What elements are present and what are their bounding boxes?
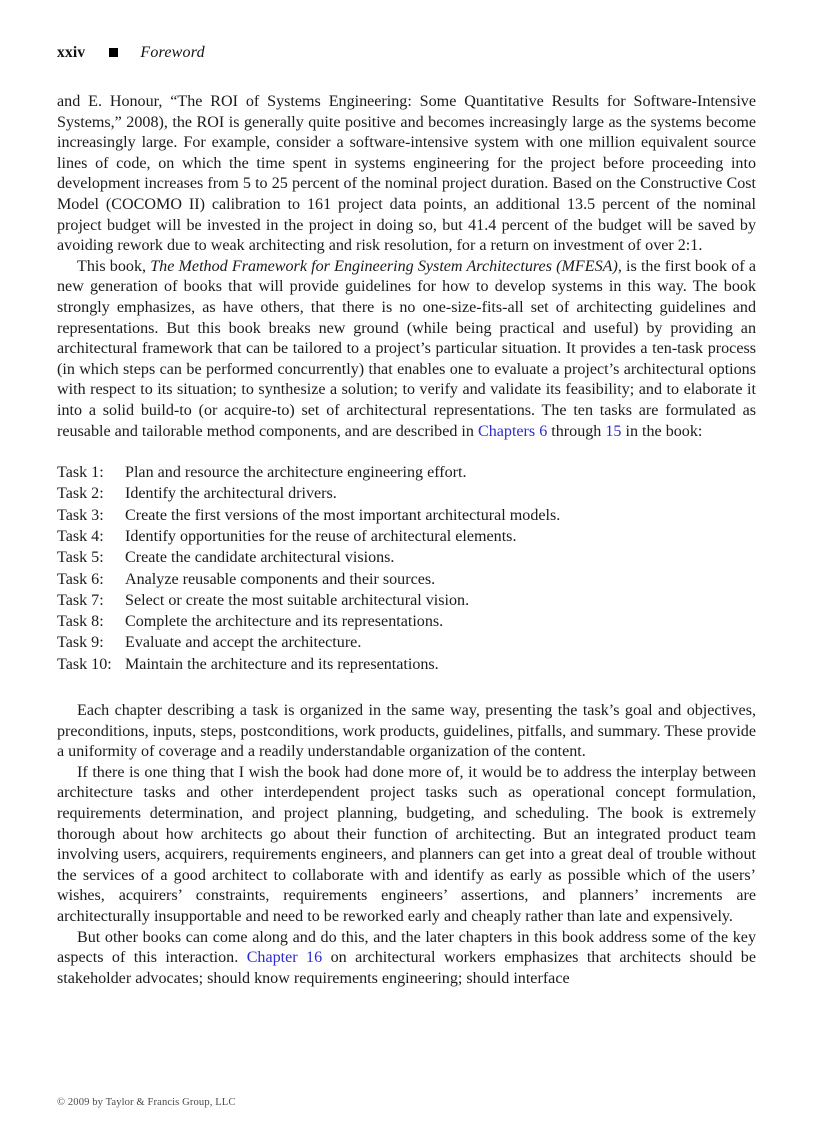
book-title-italic: The Method Framework for Engineering System Architectures (MFESA) (150, 257, 618, 275)
list-item (57, 611, 756, 632)
link-chapter-16[interactable]: Chapter 16 (246, 949, 323, 967)
list-item (57, 654, 756, 675)
task-label: Task 4: (57, 527, 104, 545)
task-label: Task 8: (57, 613, 104, 631)
list-item (57, 590, 756, 611)
paragraph-2 (57, 257, 756, 442)
running-head-title: Foreword (140, 44, 205, 61)
paragraph-3-text: Each chapter describing a task is organized in the same way, presenting the task’s goal and objectives, preconditions, inputs, steps, postconditions, work products, guidelines, pitfalls, and summary. These provide a uniformity of coverage and a readily understandable organization of the content. (57, 702, 756, 761)
spacer-after-task-list (57, 675, 756, 701)
paragraph-4 (57, 763, 756, 928)
task-text: Create the first versions of the most important architectural models. (125, 506, 561, 524)
page-folio: xxiv (57, 44, 86, 61)
task-text: Evaluate and accept the architecture. (125, 634, 362, 652)
task-label: Task 5: (57, 549, 104, 567)
link-chapters-6[interactable]: Chapters 6 (477, 422, 548, 440)
list-item (57, 526, 756, 547)
task-label: Task 10: (57, 655, 112, 673)
footer-copyright: © 2009 by Taylor & Francis Group, LLC (57, 1097, 236, 1108)
task-text: Identify the architectural drivers. (125, 485, 337, 503)
task-text: Complete the architecture and its representations. (125, 613, 444, 631)
paragraph-1 (57, 92, 756, 257)
paragraph-2-text-a: This book, (77, 257, 151, 275)
paragraph-5-text-b: on architectural workers emphasizes that architects should be stakeholder advocates; should know requirements engineering; should interface (57, 949, 756, 987)
spacer-before-task-list (57, 442, 756, 462)
paragraph-2-text-c: through (547, 422, 606, 440)
task-list (57, 462, 756, 675)
list-item (57, 505, 756, 526)
link-chapter-15[interactable]: 15 (605, 422, 622, 440)
paragraph-4-text: If there is one thing that I wish the book had done more of, it would be to address the interplay between architecture tasks and other interdependent project tasks such as operational concept formulation, requirements determination, and project planning, budgeting, and scheduling. The book is extremely thorough about how architects go about their function of architecting. But an integrated product team involving users, acquirers, requirements engineers, and planners can get into a great deal of trouble without the services of a good architect to collaborate with and identify as early as possible which of the users’ wishes, acquirers’ constraints, requirements engineers’ assertions, and planners’ increments are architecturally insupportable and need to be reworked early and cheaply rather than late and expensively. (57, 763, 756, 925)
list-item (57, 632, 756, 653)
task-label: Task 9: (57, 634, 104, 652)
list-item (57, 462, 756, 483)
task-text: Select or create the most suitable architectural vision. (125, 591, 470, 609)
text-column (57, 92, 756, 989)
paragraph-3 (57, 701, 756, 763)
task-text: Identify opportunities for the reuse of architectural elements. (125, 527, 517, 545)
task-label: Task 3: (57, 506, 104, 524)
paragraph-2-text-d: in the book: (621, 422, 703, 440)
task-text: Analyze reusable components and their sources. (125, 570, 436, 588)
task-text: Maintain the architecture and its representations. (125, 655, 439, 673)
task-label: Task 1: (57, 464, 104, 482)
running-head (57, 41, 205, 65)
paragraph-5 (57, 928, 756, 990)
list-item (57, 483, 756, 504)
paragraph-5-text-a: But other books can come along and do this, and the later chapters in this book address some of the key aspects of this interaction. (57, 928, 756, 967)
black-square-icon (109, 48, 118, 57)
paragraph-1-text: and E. Honour, “The ROI of Systems Engineering: Some Quantitative Results for Software-Intensive Systems,” 2008), the ROI is generally quite positive and becomes increasingly large as the systems become increasingly large. For example, consider a software-intensive system with one million equivalent source lines of code, on which the time spent in systems engineering for the project before proceeding into development increases from 5 to 25 percent of the nominal project duration. Based on the Constructive Cost Model (COCOMO II) calibration to 161 project data points, an additional 13.5 percent of the nominal project budget will be invested in the project in doing so, but 41.4 percent of the budget will be saved by avoiding rework due to weak architecting and risk resolution, for a return on investment of over 2:1. (57, 93, 756, 255)
task-text: Create the candidate architectural visions. (125, 549, 395, 567)
task-text: Plan and resource the architecture engineering effort. (125, 464, 467, 482)
paragraph-2-text-b: , is the first book of a new generation of books that will provide guidelines for how to develop systems in this way. The book strongly emphasizes, as have others, that there is no one-size-fits-all set of architecting guidelines and representations. But this book breaks new ground (while being practical and useful) by providing an architectural framework that can be tailored to a project’s particular situation. It provides a ten-task process (in which steps can be performed concurrently) that enables one to evaluate a project’s architectural options with respect to its situation; to synthesize a solution; to verify and validate its feasibility; and to elaborate it into a solid build-to (or acquire-to) set of architectural representations. The ten tasks are formulated as reusable and tailorable method components, and are described in (57, 257, 757, 440)
list-item (57, 569, 756, 590)
task-label: Task 2: (57, 485, 104, 503)
task-label: Task 7: (57, 591, 104, 609)
list-item (57, 547, 756, 568)
task-label: Task 6: (57, 570, 104, 588)
